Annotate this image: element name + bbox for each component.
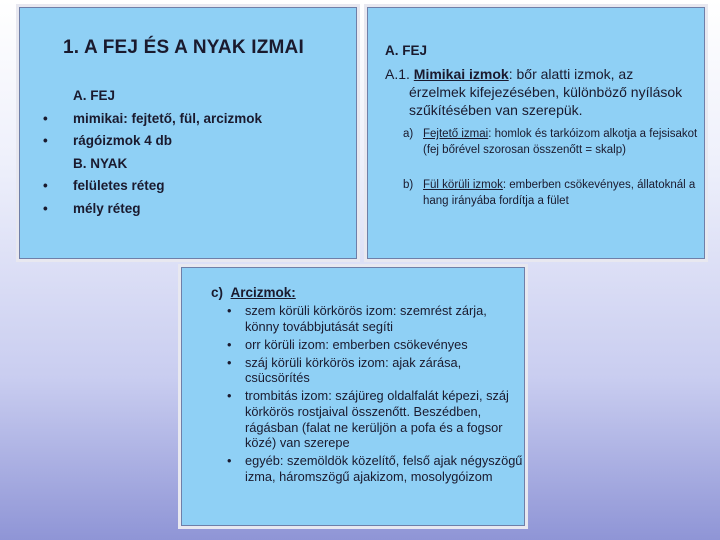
facial-muscles-list <box>227 303 523 487</box>
scalp-muscles-item: a) Fejtető izmai: homlok és tarkóizom alkotja a fejsisakot (fej bőrével szorosan összenőtt = skalp) <box>403 128 698 156</box>
list-item: • szem körüli körkörös izom: szemrést zárja, könny továbbjutását segíti <box>227 303 487 334</box>
overview-list <box>41 85 262 220</box>
term-scalp: Fejtető izmai <box>423 128 489 140</box>
ear-muscles-item: b) Fül körüli izmok: emberben csökevényes, állatoknál a hang irányába fordítja a fület <box>403 179 696 207</box>
list-item: • trombitás izom: szájüreg oldalfalát képezi, száj körkörös rostjaival összenőtt. Beszédben, rágásban (falat ne kerüljön a pofa és a fogsor közé) van szerepe <box>227 388 509 451</box>
list-item: • száj körüli körkörös izom: ajak zárása, csücsörítés <box>227 354 462 386</box>
section-heading: A. FEJ <box>385 43 428 58</box>
list-item: A. FEJ <box>73 88 116 103</box>
overview-panel <box>16 4 360 262</box>
list-item: • rágóizmok 4 db <box>43 133 173 148</box>
list-item: • mély réteg <box>43 200 141 216</box>
facial-muscles-panel <box>178 264 528 529</box>
term-mimic: Mimikai izmok <box>413 66 509 82</box>
mimic-muscles-paragraph: A.1. Mimikai izmok: bőr alatti izmok, az érzelmek kifejezésében, különböző nyílások szűkítésében van szerepük. <box>385 66 683 118</box>
list-item: • egyéb: szemöldök közelítő, felső ajak négyszögű izma, háromszögű ajakizom, mosolygóizom <box>227 453 523 484</box>
list-item: • mimikai: fejtető, fül, arcizmok <box>43 110 263 126</box>
list-item: • felületes réteg <box>43 178 165 193</box>
slide-title: 1. A FEJ ÉS A NYAK IZMAI <box>63 37 304 58</box>
head-muscles-panel <box>364 4 708 262</box>
facial-muscles-heading: c) Arcizmok: <box>211 285 296 300</box>
list-item: • orr körüli izom: emberben csökevényes <box>227 336 468 352</box>
list-item: B. NYAK <box>73 155 128 171</box>
term-ear: Fül körüli izmok <box>423 179 503 191</box>
